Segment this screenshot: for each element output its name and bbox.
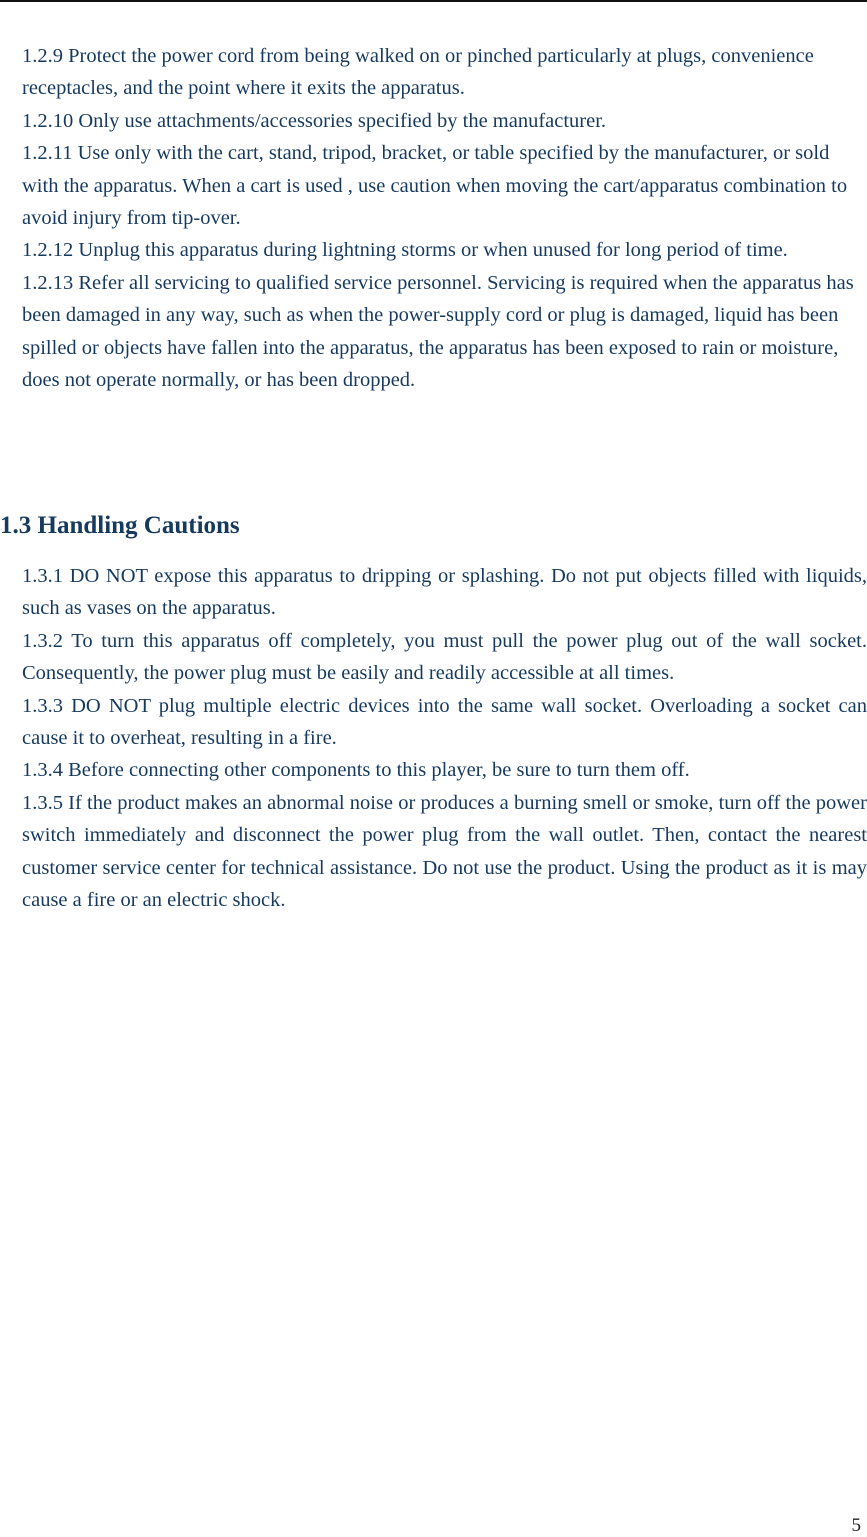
item-1-2-9: 1.2.9 Protect the power cord from being walked on or pinched particularly at plugs, convenience receptacles, and the point where it exits the apparatus. [22, 45, 814, 100]
section-heading-1-3: 1.3 Handling Cautions [0, 512, 240, 539]
item-1-3-4: 1.3.4 Before connecting other components to this player, be sure to turn them off. [22, 759, 690, 782]
item-1-3-5: 1.3.5 If the product makes an abnormal noise or produces a burning smell or smoke, turn off the power switch immediately and disconnect the power plug from the wall outlet. Then, contact the nearest customer service center for technical assistance. Do not use the product. Using the product as it is may cause a fire or an electric shock. [22, 791, 867, 912]
section-1-2-continued [22, 40, 867, 396]
item-1-2-10: 1.2.10 Only use attachments/accessories specified by the manufacturer. [22, 109, 607, 132]
item-1-2-13: 1.2.13 Refer all servicing to qualified service personnel. Servicing is required when the apparatus has been damaged in any way, such as when the power-supply cord or plug is damaged, liquid has been spilled or objects have fallen into the apparatus, the apparatus has been exposed to rain or moisture, does not operate normally, or has been dropped. [22, 271, 854, 392]
section-1-3-body [22, 560, 867, 916]
page-number: 5 [851, 1515, 861, 1536]
item-1-2-12: 1.2.12 Unplug this apparatus during lightning storms or when unused for long period of time. [22, 239, 788, 262]
item-1-2-11: 1.2.11 Use only with the cart, stand, tripod, bracket, or table specified by the manufacturer, or sold with the apparatus. When a cart is used , use caution when moving the cart/apparatus combination to avoid injury from tip-over. [22, 142, 848, 230]
item-1-3-3: 1.3.3 DO NOT plug multiple electric devices into the same wall socket. Overloading a socket can cause it to overheat, resulting in a fire. [22, 694, 867, 750]
top-rule [0, 0, 867, 2]
item-1-3-1: 1.3.1 DO NOT expose this apparatus to dripping or splashing. Do not put objects filled with liquids, such as vases on the apparatus. [22, 565, 867, 620]
item-1-3-2: 1.3.2 To turn this apparatus off completely, you must pull the power plug out of the wall socket. Consequently, the power plug must be easily and readily accessible at all times. [22, 629, 867, 685]
